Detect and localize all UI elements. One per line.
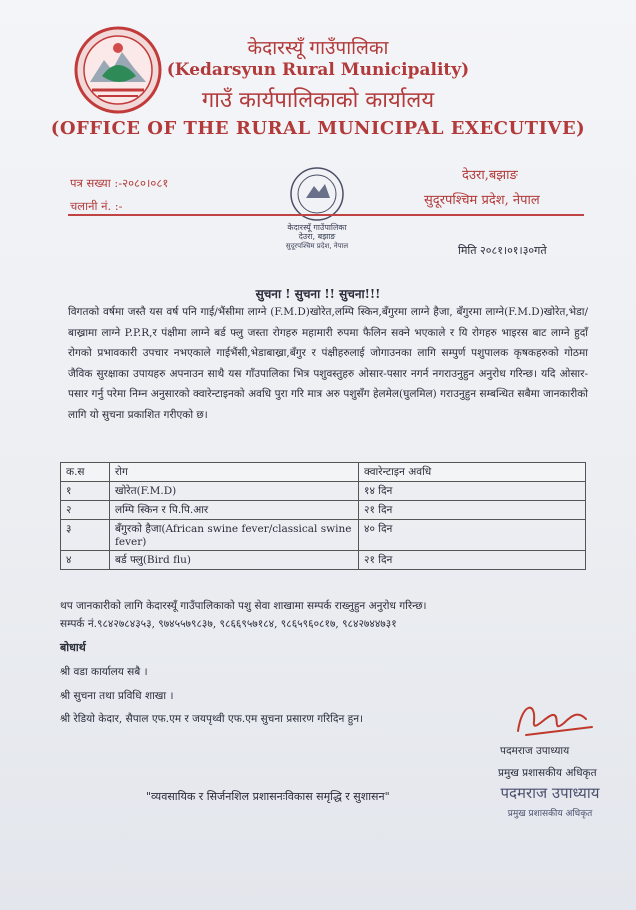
cell-disease: बँगुरको हैजा(African swine fever/classical swine fever) xyxy=(110,520,359,551)
cc-item: श्री सुचना तथा प्रविधि शाखा । xyxy=(60,690,174,702)
cc-title: बोधार्थ xyxy=(60,641,86,654)
office-place: देउरा,बझाङ xyxy=(462,168,518,183)
office-name-nepali: गाउँ कार्यपालिकाको कार्यालय xyxy=(201,88,435,113)
municipality-name-english: (Kedarsyun Rural Municipality) xyxy=(166,60,470,80)
notice-body: विगतको वर्षमा जस्तै यस वर्ष पनि गाई/भैंसीमा लाग्ने (F.M.D)खोरेत,लम्पि स्किन,बँगुरमा लाग्ने हैजा, बँगुरमा लाग्ने(F.M.D)खोरेत,भेडा/बाख्रामा लाग्ने P.P.R,र पंक्षीमा लाग्ने बर्ड फ्लु जस्ता रोगहरु महामारी रुपमा फैलिन सक्ने भएकाले र यि रोगहरु भाइरस बाट लाग्ने हुदाँ रोगको प्रभावकारी उपचार नभएकाले गाईभैंसी,भेडाबाख्रा,बँगुर र पंक्षीहरुलाई जोगाउनका लागि सम्पुर्ण पशुपालक कृषकहरुको गोठमा जैविक सुरक्षाका उपायहरु अपनाउन साथै यस गाँउपालिका भित्र पशुवस्तुहरु ओसार-पसार नगर्न नगराउनुहुन अनुरोध गरिन्छ। यदि ओसार-पसार गर्नु परेमा निम्न अनुसारको क्वारेन्टाइनको अवधि पुरा गरि मात्र अरु पशुसँग हेलमेल(घुलमिल) गराउनुहुन सम्बन्धित सबैमा जानकारीको लागि यो सुचना प्रकाशित गरीएको छ। xyxy=(68,306,588,421)
cell-period: २१ दिन xyxy=(359,551,586,570)
header-serial: क.स xyxy=(61,463,110,482)
table-row xyxy=(61,520,586,551)
municipality-name-nepali: केदारस्यूँ गाउँपालिका xyxy=(247,37,389,59)
office-province: सुदूरपश्चिम प्रदेश, नेपाल xyxy=(424,193,540,208)
table-row xyxy=(61,551,586,570)
office-name-english: (OFFICE OF THE RURAL MUNICIPAL EXECUTIVE) xyxy=(50,118,586,139)
cell-serial: २ xyxy=(61,501,110,520)
stamp-title: प्रमुख प्रशासकीय अधिकृत xyxy=(507,809,593,819)
cell-period: १४ दिन xyxy=(359,482,586,501)
header-disease: रोग xyxy=(110,463,359,482)
cell-serial: ४ xyxy=(61,551,110,570)
cell-disease: बर्ड फ्लु(Bird flu) xyxy=(110,551,359,570)
header-period: क्वारेन्टाइन अवधि xyxy=(359,463,586,482)
signatory-title: प्रमुख प्रशासकीय अधिकृत xyxy=(498,767,597,779)
cell-disease: लम्पि स्किन र पि.पि.आर xyxy=(110,501,359,520)
notice-title: सुचना ! सुचना !! सुचना!!! xyxy=(255,287,381,301)
stamp-name: पदमराज उपाध्याय xyxy=(500,784,600,802)
motto: "व्यवसायिक र सिर्जनशिल प्रशासनःविकास समृद्धि र सुशासन" xyxy=(146,790,390,803)
signature xyxy=(508,693,598,743)
table-header-row xyxy=(61,463,586,482)
name-stamp xyxy=(490,778,610,824)
cell-serial: ३ xyxy=(61,520,110,551)
cell-period: २१ दिन xyxy=(359,501,586,520)
seal-text-3: सुदूरपश्चिम प्रदेश, नेपाल xyxy=(285,242,349,250)
quarantine-table xyxy=(60,462,586,570)
cell-serial: १ xyxy=(61,482,110,501)
table-row xyxy=(61,482,586,501)
office-seal xyxy=(262,158,372,250)
signatory-name: पदमराज उपाध्याय xyxy=(500,745,570,757)
table-row xyxy=(61,501,586,520)
contact-numbers: सम्पर्क नं.९८४२७८४३५३, ९७४५५७९८३७, ९८६६९५७१८४, ९८६५९६०८१७, ९८४२७४४७३१ xyxy=(60,618,397,630)
info-line: थप जानकारीको लागि केदारस्यूँ गाउँपालिकाको पशु सेवा शाखामा सम्पर्क राख्नुहुन अनुरोध गरिन्छ। xyxy=(60,600,427,612)
seal-text-1: केदारस्यूँ गाउँपालिका xyxy=(287,223,347,232)
letter-number: पत्र सख्या :-२०८०।०८१ xyxy=(70,176,169,190)
seal-text-2: देउरा, बझाङ xyxy=(298,232,336,241)
dispatch-number: चलानी नं. :- xyxy=(70,199,123,213)
cell-period: ४० दिन xyxy=(359,520,586,551)
cc-item: श्री रेडियो केदार, सैपाल एफ.एम र जयपृथ्वी एफ.एम सुचना प्रसारण गरिदिन हुन। xyxy=(60,713,364,725)
letter-date: मिति २०८१।०१।३०गते xyxy=(458,244,547,257)
header-divider xyxy=(68,214,584,216)
cell-disease: खोरेत(F.M.D) xyxy=(110,482,359,501)
cc-item: श्री वडा कार्यालय सबै । xyxy=(60,666,148,678)
